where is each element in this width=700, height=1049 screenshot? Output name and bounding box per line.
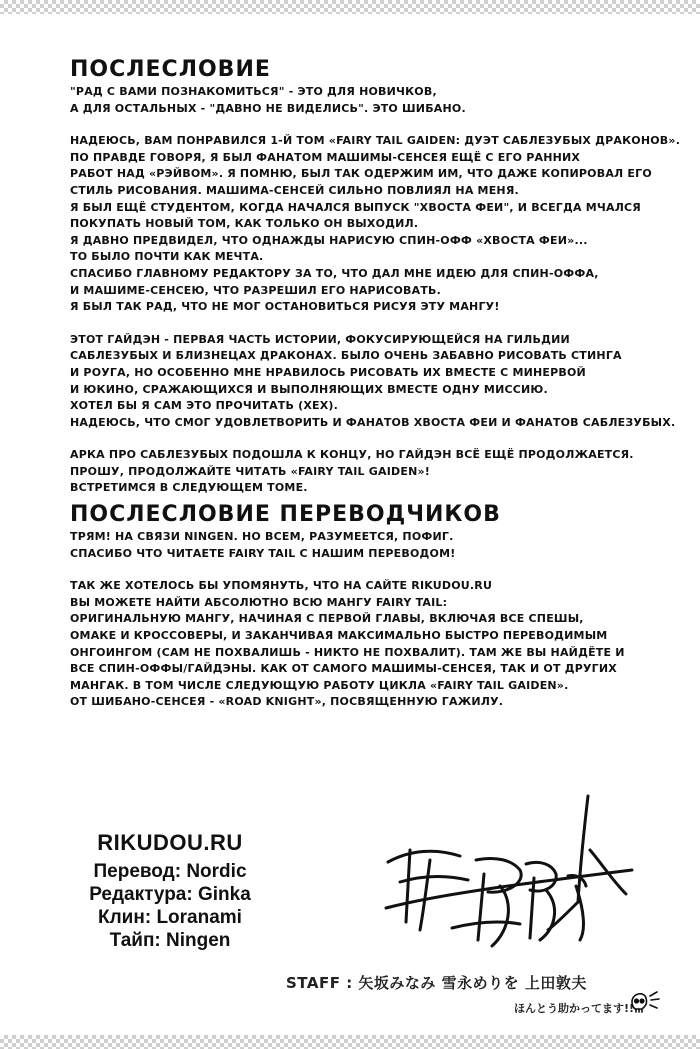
- paragraph: [70, 84, 670, 117]
- translation-credits: [70, 826, 270, 952]
- text-line: "РАД С ВАМИ ПОЗНАКОМИТЬСЯ" - ЭТО ДЛЯ НОВИЧКОВ,: [70, 85, 437, 98]
- paragraph: [70, 133, 681, 316]
- text-line: ВЫ МОЖЕТЕ НАЙТИ АБСОЛЮТНО ВСЮ МАНГУ FAIRY TAIL:: [70, 595, 448, 609]
- credits-translation: Перевод: Nordic: [93, 861, 247, 882]
- text-line: НАДЕЮСЬ, ВАМ ПОНРАВИЛСЯ 1-Й ТОМ «FAIRY TAIL GAIDEN: ДУЭТ САБЛЕЗУБЫХ ДРАКОНОВ».: [70, 134, 681, 148]
- text-line: ТАК ЖЕ ХОТЕЛОСЬ БЫ УПОМЯНУТЬ, ЧТО НА САЙТЕ RIKUDOU.RU: [70, 579, 493, 593]
- text-line: Я ДАВНО ПРЕДВИДЕЛ, ЧТО ОДНАЖДЫ НАРИСУЮ СПИН-ОФФ «ХВОСТА ФЕИ»...: [70, 233, 588, 247]
- text-line: ПОКУПАТЬ НОВЫЙ ТОМ, КАК ТОЛЬКО ОН ВЫХОДИЛ.: [70, 217, 419, 231]
- credits-cleaning: Клин: Loranami: [98, 907, 242, 928]
- text-line: СТИЛЬ РИСОВАНИЯ. МАШИМА-СЕНСЕЙ СИЛЬНО ПОВЛИЯЛ НА МЕНЯ.: [70, 183, 519, 197]
- text-line: САБЛЕЗУБЫХ И БЛИЗНЕЦАХ ДРАКОНАХ. БЫЛО ОЧЕНЬ ЗАБАВНО РИСОВАТЬ СТИНГА: [70, 349, 622, 363]
- text-line: Я БЫЛ ТАК РАД, ЧТО НЕ МОГ ОСТАНОВИТЬСЯ РИСУЯ ЭТУ МАНГУ!: [70, 300, 500, 314]
- text-line: ОТ ШИБАНО-СЕНСЕЯ - «ROAD KNIGHT», ПОСВЯЩЕННУЮ ГАЖИЛУ.: [70, 695, 504, 709]
- text-line: И МАШИМЕ-СЕНСЕЮ, ЧТО РАЗРЕШИЛ ЕГО НАРИСОВАТЬ.: [70, 283, 441, 297]
- paragraph: [70, 578, 670, 711]
- text-line: И ЮКИНО, СРАЖАЮЩИХСЯ И ВЫПОЛНЯЮЩИХ ВМЕСТЕ ОДНУ МИССИЮ.: [70, 382, 548, 396]
- checkered-border-top: [0, 0, 700, 14]
- text-line: ОРИГИНАЛЬНУЮ МАНГУ, НАЧИНАЯ С ПЕРВОЙ ГЛАВЫ, ВКЛЮЧАЯ ВСЕ СПЕШЫ,: [70, 612, 584, 626]
- text-line: ТРЯМ! НА СВЯЗИ NINGEN. НО ВСЕМ, РАЗУМЕЕТСЯ, ПОФИГ.: [70, 530, 454, 544]
- author-signature: [380, 790, 640, 960]
- text-line: ЭТОТ ГАЙДЭН - ПЕРВАЯ ЧАСТЬ ИСТОРИИ, ФОКУСИРУЮЩЕЙСЯ НА ГИЛЬДИИ: [70, 332, 570, 346]
- text-line: СПАСИБО ЧТО ЧИТАЕТЕ FAIRY TAIL С НАШИМ ПЕРЕВОДОМ!: [70, 546, 456, 560]
- credits-editing: Редактура: Ginka: [89, 884, 251, 905]
- credits-site: RIKUDOU.RU: [97, 830, 243, 855]
- text-line: ПО ПРАВДЕ ГОВОРЯ, Я БЫЛ ФАНАТОМ МАШИМЫ-СЕНСЕЯ ЕЩЁ С ЕГО РАННИХ: [70, 150, 581, 164]
- text-line: А ДЛЯ ОСТАЛЬНЫХ - "ДАВНО НЕ ВИДЕЛИСЬ". ЭТО ШИБАНО.: [70, 101, 466, 115]
- text-line: Я БЫЛ ЕЩЁ СТУДЕНТОМ, КОГДА НАЧАЛСЯ ВЫПУСК "ХВОСТА ФЕИ", И ВСЕГДА МЧАЛСЯ: [70, 200, 641, 214]
- staff-line: STAFF : 矢坂みなみ 雪永めりを 上田敦夫: [286, 974, 587, 992]
- text-line: НАДЕЮСЬ, ЧТО СМОГ УДОВЛЕТВОРИТЬ И ФАНАТОВ ХВОСТА ФЕИ И ФАНАТОВ САБЛЕЗУБЫХ.: [70, 415, 676, 429]
- paragraph: [70, 529, 670, 562]
- text-line: ХОТЕЛ БЫ Я САМ ЭТО ПРОЧИТАТЬ (ХЕХ).: [70, 399, 339, 413]
- paragraph-gap: [70, 562, 670, 578]
- paragraph: [70, 447, 670, 497]
- text-line: ОМАКЕ И КРОССОВЕРЫ, И ЗАКАНЧИВАЯ МАКСИМАЛЬНО БЫСТРО ПЕРЕВОДИМЫМ: [70, 629, 608, 643]
- skull-doodle-icon: [624, 988, 662, 1014]
- text-line: ОНГОИНГОМ (САМ НЕ ПОХВАЛИШЬ - НИКТО НЕ ПОХВАЛИТ). ТАМ ЖЕ ВЫ НАЙДЁТЕ И: [70, 645, 625, 659]
- checkered-border-bottom: [0, 1035, 700, 1049]
- staff-thanks: ほんとう助かってます!!: [514, 1002, 635, 1015]
- paragraph-gap: [70, 316, 670, 332]
- text-line: И РОУГА, НО ОСОБЕННО МНЕ НРАВИЛОСЬ РИСОВАТЬ ИХ ВМЕСТЕ С МИНЕРВОЙ: [70, 365, 586, 379]
- text-line: СПАСИБО ГЛАВНОМУ РЕДАКТОРУ ЗА ТО, ЧТО ДАЛ МНЕ ИДЕЮ ДЛЯ СПИН-ОФФА,: [70, 266, 599, 280]
- paragraph-gap: [70, 431, 670, 447]
- paragraph-gap: [70, 117, 670, 133]
- text-line: АРКА ПРО САБЛЕЗУБЫХ ПОДОШЛА К КОНЦУ, НО ГАЙДЭН ВСЁ ЕЩЁ ПРОДОЛЖАЕТСЯ.: [70, 448, 634, 462]
- text-line: ПРОШУ, ПРОДОЛЖАЙТЕ ЧИТАТЬ «FAIRY TAIL GAIDEN»!: [70, 464, 430, 478]
- text-line: ТО БЫЛО ПОЧТИ КАК МЕЧТА.: [70, 250, 264, 264]
- text-line: ВСЕ СПИН-ОФФЫ/ГАЙДЭНЫ. КАК ОТ САМОГО МАШИМЫ-СЕНСЕЯ, ТАК И ОТ ДРУГИХ: [70, 662, 617, 676]
- text-line: ВСТРЕТИМСЯ В СЛЕДУЮЩЕМ ТОМЕ.: [70, 481, 308, 495]
- afterword-title: ПОСЛЕСЛОВИЕ: [70, 57, 271, 82]
- afterword-content: [70, 56, 681, 711]
- translators-afterword-body: [70, 529, 670, 711]
- paragraph: [70, 332, 676, 432]
- credits-typesetting: Тайп: Ningen: [109, 930, 231, 951]
- text-line: МАНГАК. В ТОМ ЧИСЛЕ СЛЕДУЮЩУЮ РАБОТУ ЦИКЛА «FAIRY TAIL GAIDEN».: [70, 678, 569, 692]
- afterword-body: [70, 84, 681, 497]
- translators-afterword-title: ПОСЛЕСЛОВИЕ ПЕРЕВОДЧИКОВ: [70, 502, 501, 528]
- text-line: РАБОТ НАД «РЭЙВОМ». Я ПОМНЮ, БЫЛ ТАК ОДЕРЖИМ ИМ, ЧТО ДАЖЕ КОПИРОВАЛ ЕГО: [70, 167, 652, 181]
